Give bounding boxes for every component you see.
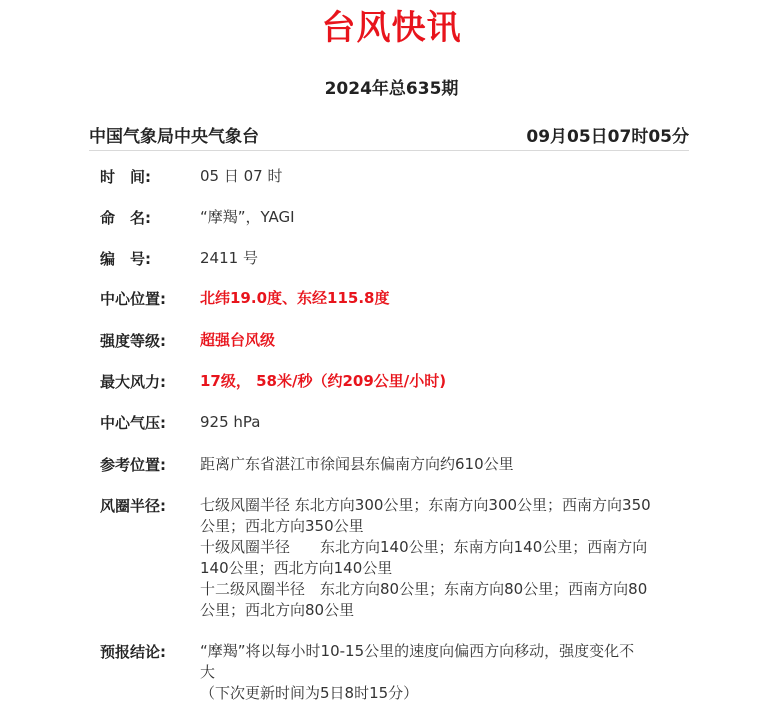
radius-line: 140公里；西北方向140公里: [200, 559, 393, 577]
radius-line: 公里；西北方向80公里: [200, 601, 355, 619]
issue-number: 2024年总635期: [324, 79, 459, 99]
field-value: 北纬19.0度、东经115.8度: [200, 289, 390, 307]
radius-line: 十级风圈半径 东北方向140公里；东南方向140公里；西南方向: [200, 538, 648, 556]
forecast-line: “摩羯”将以每小时10-15公里的速度向偏西方向移动，强度变化不: [200, 642, 635, 660]
issue-timestamp: 09月05日07时05分: [526, 127, 689, 147]
field-label: 参考位置:: [100, 456, 166, 474]
field-value: 05 日 07 时: [200, 167, 283, 185]
field-value: [200, 641, 678, 704]
field-value: 2411 号: [200, 249, 258, 267]
field-label: 编 号:: [100, 250, 151, 268]
field-label: 最大风力:: [100, 373, 166, 391]
radius-line: 七级风圈半径 东北方向300公里；东南方向300公里；西南方向350: [200, 496, 651, 514]
field-value: [200, 495, 678, 621]
field-value: 距离广东省湛江市徐闻县东偏南方向约610公里: [200, 455, 514, 473]
field-value: 925 hPa: [200, 413, 261, 431]
field-label: 中心位置:: [100, 290, 166, 308]
field-value: “摩羯”，YAGI: [200, 208, 295, 226]
page-title: 台风快讯: [321, 8, 462, 48]
field-label: 命 名:: [100, 209, 151, 227]
field-label: 中心气压:: [100, 414, 166, 432]
field-value: 17级， 58米/秒（约209公里/小时): [200, 372, 447, 390]
field-label: 强度等级:: [100, 332, 166, 350]
field-value: 超强台风级: [200, 331, 276, 349]
forecast-line: 大: [200, 663, 216, 681]
radius-line: 十二级风圈半径 东北方向80公里；东南方向80公里；西南方向80: [200, 580, 648, 598]
field-label: 风圈半径:: [100, 497, 166, 515]
bulletin-header: [89, 120, 689, 151]
field-label: 时 间:: [100, 168, 151, 186]
radius-line: 公里；西北方向350公里: [200, 517, 364, 535]
forecast-line: （下次更新时间为5日8时15分）: [200, 684, 419, 702]
agency-name: 中国气象局中央气象台: [89, 127, 259, 147]
field-label: 预报结论:: [100, 643, 166, 661]
